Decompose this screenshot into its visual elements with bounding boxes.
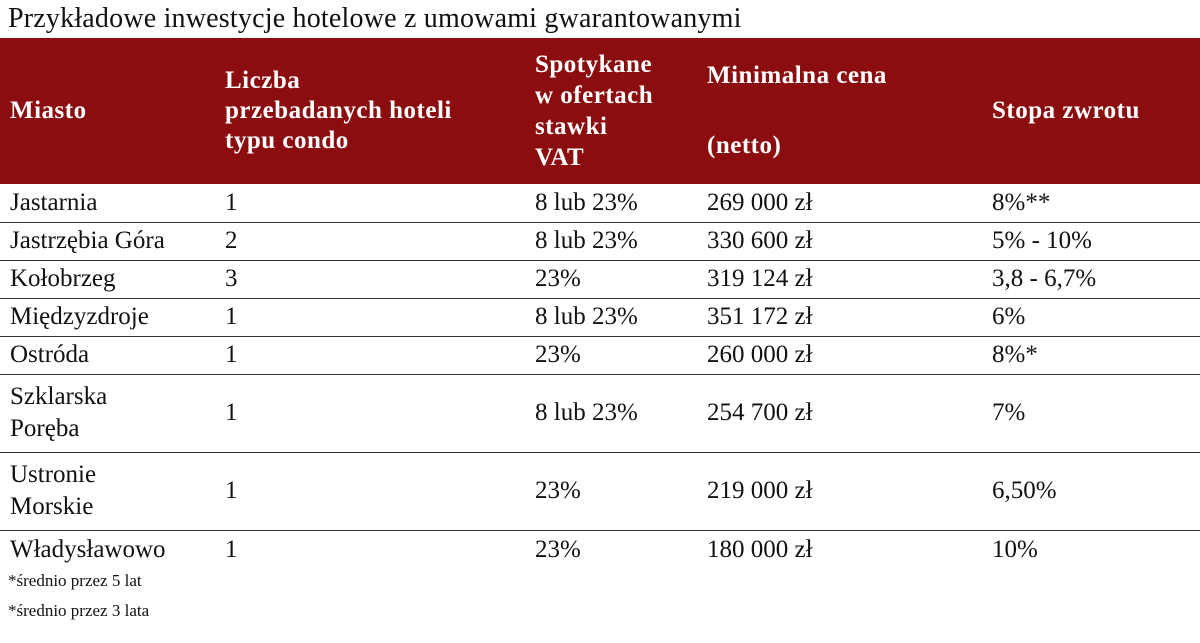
cell-min-price: 330 600 zł: [699, 222, 986, 260]
cell-return-rate: 7%: [986, 374, 1200, 452]
header-hotel-count: [215, 38, 527, 184]
cell-min-price: 269 000 zł: [699, 184, 986, 222]
header-vat-line1: Spotykane: [535, 51, 653, 78]
table-row: [0, 452, 1200, 530]
cell-city-line2: Morskie: [10, 493, 94, 520]
header-hotel-count-line1: Liczba: [225, 67, 301, 94]
cell-min-price: 219 000 zł: [699, 452, 986, 530]
cell-return-rate: 10%: [992, 535, 1038, 563]
header-return-rate: [986, 38, 1200, 184]
page-title: Przykładowe inwestycje hotelowe z umowami gwarantowanymi: [8, 3, 742, 34]
cell-vat: 23%: [535, 535, 581, 563]
cell-city: [0, 452, 215, 530]
table-row: [0, 298, 1200, 336]
cell-hotel-count: 1: [215, 374, 527, 452]
cell-city: Jastrzębia Góra: [0, 222, 215, 260]
cell-city: Ostróda: [0, 336, 215, 374]
cell-return-rate: 3,8 - 6,7%: [986, 260, 1200, 298]
table-header: [0, 38, 1200, 184]
table-row: [0, 530, 1200, 566]
cell-vat: 23%: [527, 452, 699, 530]
table-row: [0, 222, 1200, 260]
cell-city: Jastarnia: [0, 184, 215, 222]
header-vat-line3: stawki: [535, 113, 608, 140]
table-row: [0, 260, 1200, 298]
table-body: [0, 184, 1200, 566]
header-vat-line2: w ofertach: [535, 82, 654, 109]
cell-vat: 23%: [527, 260, 699, 298]
cell-min-price: 254 700 zł: [699, 374, 986, 452]
cell-city-line2: Poręba: [10, 415, 80, 442]
cell-hotel-count: 1: [225, 535, 238, 563]
cell-return-rate: 6%: [986, 298, 1200, 336]
cell-hotel-count: 1: [215, 298, 527, 336]
header-min-price-line1: Minimalna cena: [707, 62, 887, 89]
investments-table: [0, 38, 1200, 566]
cell-vat: 23%: [527, 336, 699, 374]
cell-min-price: 180 000 zł: [707, 535, 813, 563]
footnote: *średnio przez 5 lat: [8, 571, 142, 590]
cell-min-price: 319 124 zł: [699, 260, 986, 298]
header-return-rate-label: Stopa zwrotu: [992, 97, 1140, 124]
cell-min-price: 260 000 zł: [699, 336, 986, 374]
header-hotel-count-line3: typu condo: [225, 127, 349, 154]
footnote: *średnio przez 3 lata: [8, 601, 150, 620]
header-city: [0, 38, 215, 184]
cell-min-price: 351 172 zł: [699, 298, 986, 336]
cell-vat: 8 lub 23%: [527, 374, 699, 452]
cell-vat: 8 lub 23%: [527, 298, 699, 336]
table-row: [0, 336, 1200, 374]
cell-city: Władysławowo: [10, 535, 166, 563]
header-city-label: Miasto: [10, 97, 87, 124]
cell-hotel-count: 2: [215, 222, 527, 260]
cell-return-rate: 8%*: [986, 336, 1200, 374]
header-min-price-line2: (netto): [707, 132, 782, 159]
header-min-price: [699, 38, 986, 184]
cell-return-rate: 5% - 10%: [986, 222, 1200, 260]
cell-vat: 8 lub 23%: [527, 184, 699, 222]
cell-hotel-count: 1: [215, 452, 527, 530]
cell-hotel-count: 1: [215, 336, 527, 374]
table-row: [0, 374, 1200, 452]
cell-city: Kołobrzeg: [0, 260, 215, 298]
cell-hotel-count: 1: [215, 184, 527, 222]
header-vat: [527, 38, 699, 184]
cell-return-rate: 6,50%: [986, 452, 1200, 530]
table-row: [0, 184, 1200, 222]
footnotes: [8, 566, 149, 626]
cell-vat: 8 lub 23%: [527, 222, 699, 260]
header-hotel-count-line2: przebadanych hoteli: [225, 97, 452, 124]
header-vat-line4: VAT: [535, 144, 585, 171]
cell-return-rate: 8%**: [986, 184, 1200, 222]
cell-city: Międzyzdroje: [0, 298, 215, 336]
cell-city: [0, 374, 215, 452]
cell-hotel-count: 3: [215, 260, 527, 298]
cell-city-line1: Ustronie: [10, 461, 97, 488]
cell-city-line1: Szklarska: [10, 383, 108, 410]
